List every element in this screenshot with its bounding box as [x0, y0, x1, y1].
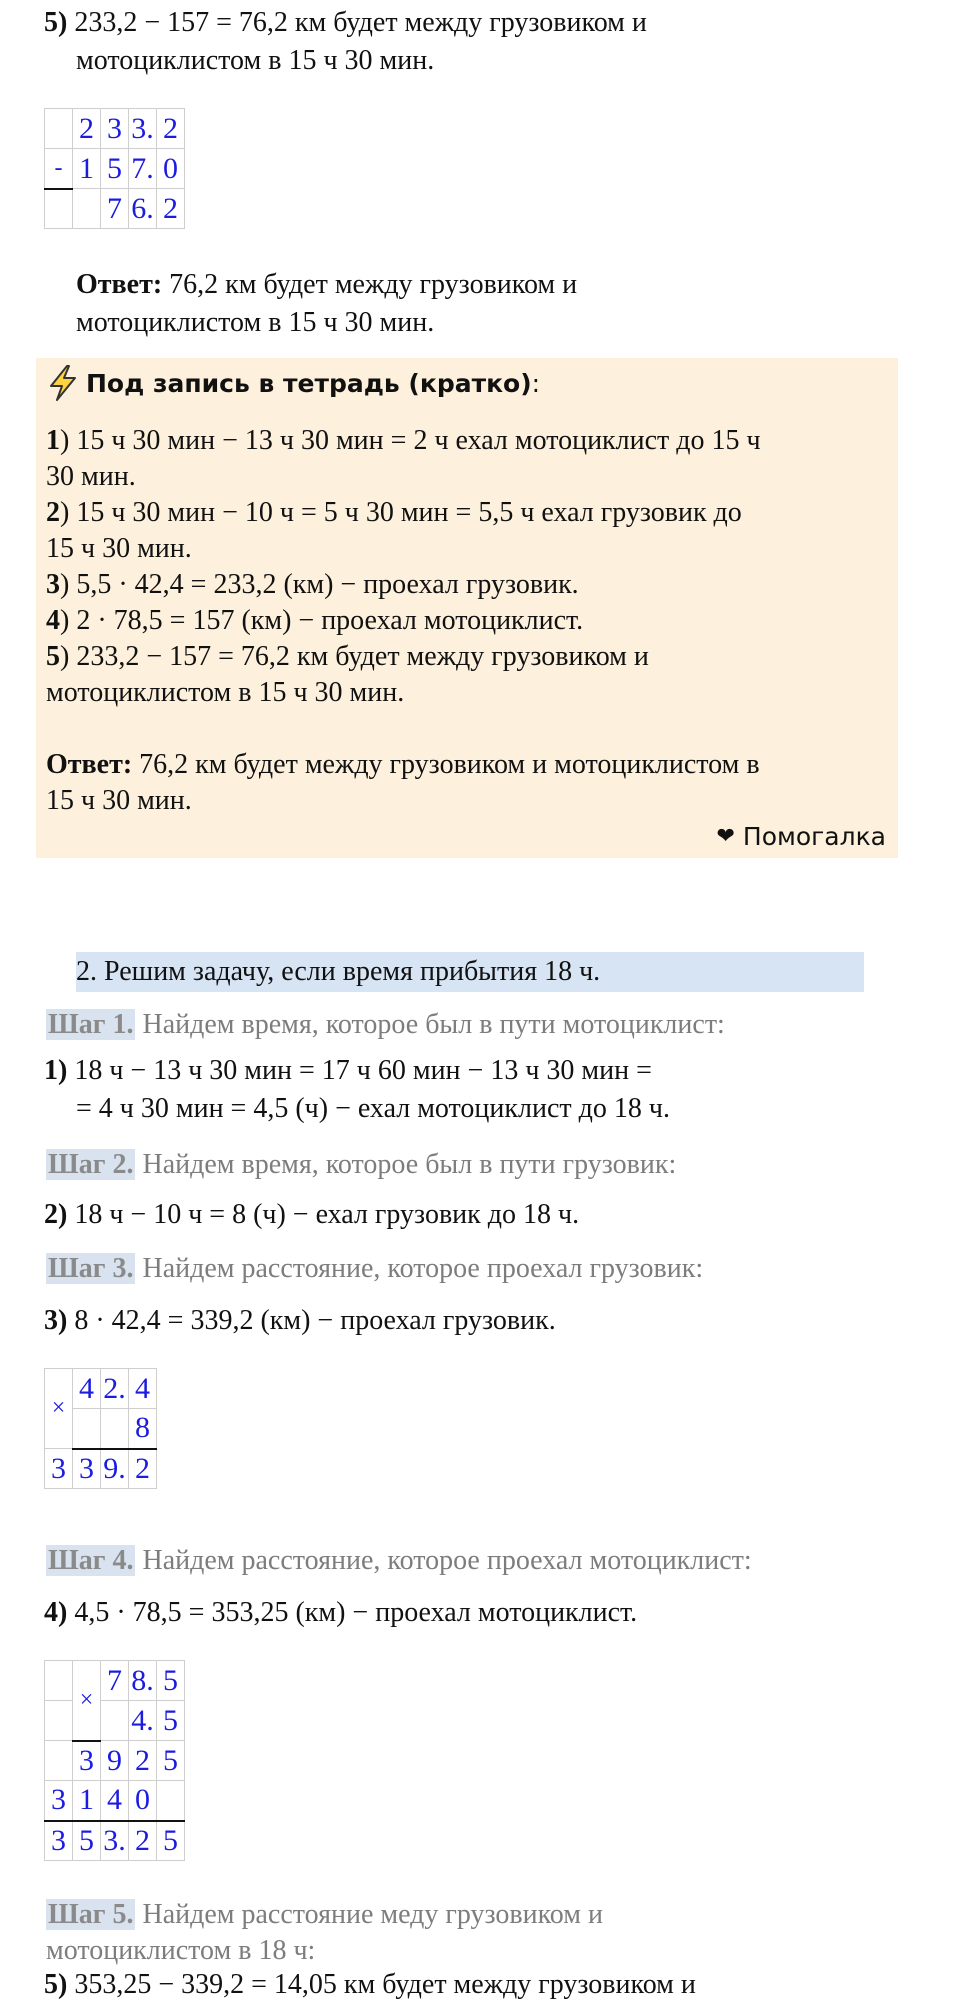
line-text: 4,5 · 78,5 = 353,25 (км) − проехал мотоциклист.	[74, 1597, 638, 1628]
grid-cell: 4	[129, 1369, 157, 1409]
step-label: Шаг 4.	[48, 1545, 134, 1576]
answer-line	[76, 266, 577, 304]
grid-cell	[45, 109, 73, 149]
grid-cell: 1	[73, 1781, 101, 1821]
task2-heading-text: 2. Решим задачу, если время прибытия 18 ч.	[76, 956, 601, 987]
subtraction-column	[44, 108, 185, 229]
line-number: 3)	[44, 1305, 68, 1336]
line-text: мотоциклистом в 15 ч 30 мин.	[76, 45, 435, 76]
step-1-heading	[46, 1006, 725, 1044]
note-line-2	[46, 494, 742, 532]
step-label: Шаг 3.	[48, 1253, 134, 1284]
brand-name: Помогалка	[742, 822, 886, 851]
brand-signature	[716, 822, 886, 851]
step-label: Шаг 5.	[48, 1899, 134, 1930]
note-line-1	[46, 422, 761, 460]
grid-cell: 3	[45, 1449, 73, 1489]
note-title-colon: :	[531, 368, 541, 398]
minus-sign: -	[45, 149, 73, 189]
step-text: Найдем время, которое был в пути грузовик:	[135, 1149, 677, 1180]
line-number: 4	[46, 605, 60, 636]
line-text: = 4 ч 30 мин = 4,5 (ч) − ехал мотоциклист до 18 ч.	[76, 1093, 670, 1124]
line-text: 18 ч − 10 ч = 8 (ч) − ехал грузовик до 18 ч.	[74, 1199, 580, 1230]
note-line-4	[46, 602, 583, 640]
grid-cell: 5	[157, 1701, 185, 1741]
line-number: 3	[46, 569, 60, 600]
step-3-heading	[46, 1250, 703, 1288]
heart-icon: ❤	[716, 824, 735, 849]
step-5-heading-cont	[46, 1932, 315, 1970]
grid-cell	[45, 1661, 73, 1701]
note-line-2-cont	[46, 530, 192, 568]
grid-cell: 3.	[101, 1821, 129, 1861]
answer-label: Ответ:	[46, 749, 133, 780]
line-text: ) 15 ч 30 мин − 13 ч 30 мин = 2 ч ехал мотоциклист до 15 ч	[60, 425, 761, 456]
grid-cell	[101, 1701, 129, 1741]
notebook-note-box	[36, 358, 898, 858]
grid-cell: 7.	[129, 149, 157, 189]
line-number: 5)	[44, 1969, 68, 2000]
grid-cell: 7	[101, 189, 129, 229]
line-number: 5)	[44, 7, 68, 38]
line-text: ) 5,5 · 42,4 = 233,2 (км) − проехал грузовик.	[60, 569, 579, 600]
grid-cell: 9.	[101, 1449, 129, 1489]
line-text: мотоциклистом в 15 ч 30 мин.	[46, 677, 405, 708]
grid-cell: 4	[101, 1781, 129, 1821]
solution-line-2	[44, 1196, 579, 1234]
grid-cell	[45, 1701, 73, 1741]
line-number: 1)	[44, 1055, 68, 1086]
grid-cell: 7	[101, 1661, 129, 1701]
grid-cell: 5	[101, 149, 129, 189]
note-line-5-cont	[46, 674, 404, 712]
multiplication-column-1	[44, 1368, 157, 1489]
grid-cell: 4.	[129, 1701, 157, 1741]
solution-line-3	[44, 1302, 556, 1340]
grid-cell: 0	[157, 149, 185, 189]
grid-cell: 3.	[129, 109, 157, 149]
grid-cell: 3	[45, 1781, 73, 1821]
note-line-5	[46, 638, 649, 676]
grid-cell: 5	[157, 1821, 185, 1861]
grid-cell: 9	[101, 1741, 129, 1781]
step-label: Шаг 1.	[48, 1009, 134, 1040]
note-header	[46, 364, 540, 402]
line-text: ) 15 ч 30 мин − 10 ч = 5 ч 30 мин = 5,5 ч ехал грузовик до	[60, 497, 742, 528]
line-text: 18 ч − 13 ч 30 мин = 17 ч 60 мин − 13 ч 30 мин =	[74, 1055, 652, 1086]
grid-cell: 0	[129, 1781, 157, 1821]
grid-cell: 1	[73, 149, 101, 189]
line-text: 8 · 42,4 = 339,2 (км) − проехал грузовик.	[74, 1305, 556, 1336]
step-2-heading	[46, 1146, 676, 1184]
grid-cell: 2	[157, 109, 185, 149]
grid-cell: 4	[73, 1369, 101, 1409]
line-text: 353,25 − 339,2 = 14,05 км будет между грузовиком и	[74, 1969, 696, 2000]
grid-cell: 3	[101, 109, 129, 149]
grid-cell: 2	[157, 189, 185, 229]
grid-cell: 2	[73, 109, 101, 149]
note-answer-cont	[46, 782, 192, 820]
multiplication-column-2	[44, 1660, 185, 1861]
grid-cell	[101, 1409, 129, 1449]
solution-line-5	[44, 4, 647, 42]
answer-label: Ответ:	[76, 269, 163, 300]
step-4-heading	[46, 1542, 752, 1580]
grid-cell	[73, 189, 101, 229]
solution-line-1	[44, 1052, 652, 1090]
answer-text: мотоциклистом в 15 ч 30 мин.	[76, 307, 435, 338]
grid-cell	[45, 189, 73, 229]
step-text: Найдем расстояние, которое проехал мотоциклист:	[135, 1545, 752, 1576]
note-answer	[46, 746, 760, 784]
step-text: Найдем время, которое был в пути мотоциклист:	[135, 1009, 725, 1040]
grid-cell: 2.	[101, 1369, 129, 1409]
solution-line-5-cont	[76, 42, 434, 80]
grid-cell	[45, 1741, 73, 1781]
grid-cell: 5	[157, 1741, 185, 1781]
solution-line-1-cont	[76, 1090, 670, 1128]
answer-text: 76,2 км будет между грузовиком и	[162, 269, 578, 300]
note-line-1-cont	[46, 458, 136, 496]
grid-cell	[73, 1409, 101, 1449]
step-text: мотоциклистом в 18 ч:	[46, 1935, 316, 1966]
task2-heading	[76, 952, 864, 992]
answer-line-cont	[76, 304, 434, 342]
note-title: Под запись в тетрадь (кратко)	[86, 368, 532, 398]
grid-cell: 2	[129, 1821, 157, 1861]
line-text: ) 233,2 − 157 = 76,2 км будет между грузовиком и	[60, 641, 649, 672]
line-number: 1	[46, 425, 60, 456]
line-number: 5	[46, 641, 60, 672]
step-text: Найдем расстояние меду грузовиком и	[135, 1899, 603, 1930]
answer-text: 15 ч 30 мин.	[46, 785, 192, 816]
multiply-sign: ×	[73, 1661, 101, 1741]
lightning-icon	[46, 364, 80, 402]
step-text: Найдем расстояние, которое проехал грузовик:	[135, 1253, 704, 1284]
line-text: ) 2 · 78,5 = 157 (км) − проехал мотоциклист.	[60, 605, 584, 636]
grid-cell: 3	[45, 1821, 73, 1861]
grid-cell: 2	[129, 1449, 157, 1489]
line-text: 233,2 − 157 = 76,2 км будет между грузовиком и	[74, 7, 647, 38]
note-line-3	[46, 566, 579, 604]
grid-cell: 8	[129, 1409, 157, 1449]
grid-cell: 5	[73, 1821, 101, 1861]
multiply-sign: ×	[45, 1369, 73, 1449]
line-number: 4)	[44, 1597, 68, 1628]
answer-text: 76,2 км будет между грузовиком и мотоциклистом в	[132, 749, 760, 780]
grid-cell: 5	[157, 1661, 185, 1701]
grid-cell: 6.	[129, 189, 157, 229]
grid-cell	[157, 1781, 185, 1821]
step-label: Шаг 2.	[48, 1149, 134, 1180]
step-5-heading	[46, 1896, 603, 1934]
line-text: 30 мин.	[46, 461, 136, 492]
line-number: 2)	[44, 1199, 68, 1230]
line-text: 15 ч 30 мин.	[46, 533, 192, 564]
grid-cell: 8.	[129, 1661, 157, 1701]
solution-line-4	[44, 1594, 637, 1632]
line-number: 2	[46, 497, 60, 528]
grid-cell: 3	[73, 1449, 101, 1489]
solution-line-5-part2	[44, 1966, 696, 2003]
grid-cell: 3	[73, 1741, 101, 1781]
grid-cell: 2	[129, 1741, 157, 1781]
